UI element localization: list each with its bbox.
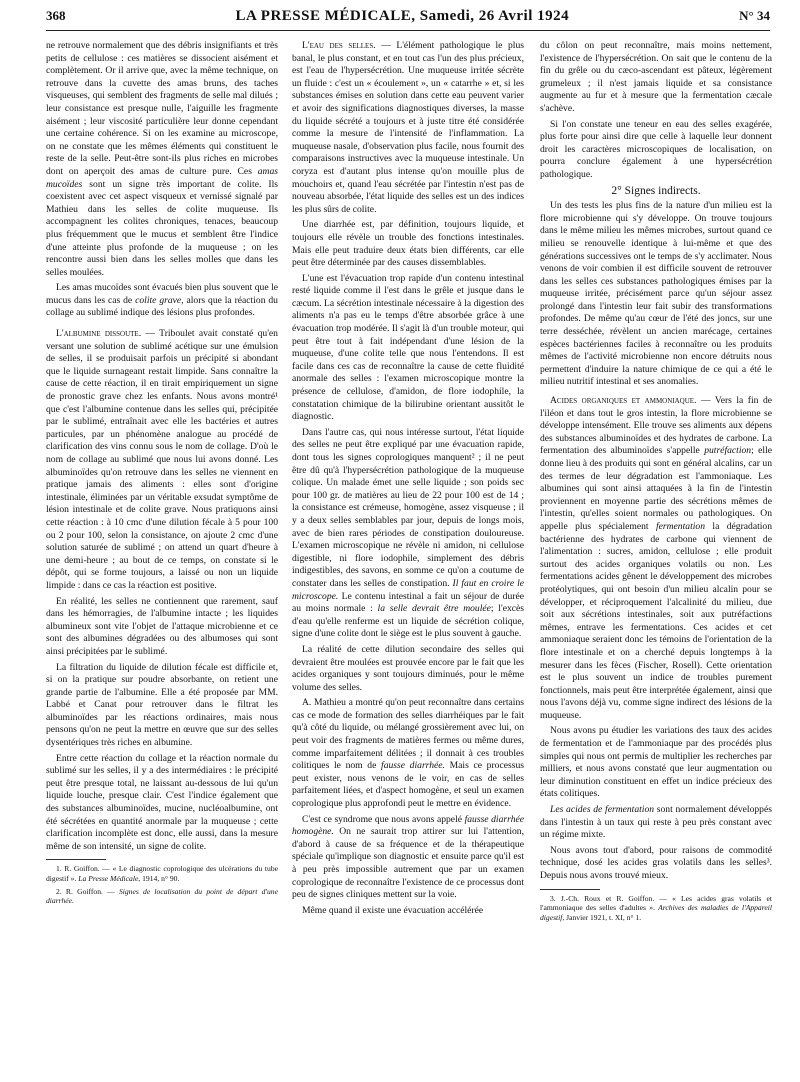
paragraph: Dans l'autre cas, qui nous intéresse surtout, l'état liquide des selles ne peut être expliqué par une évacuation rapide, dont tous les signes coprologiques manquent² ; il ne peut être dû qu'à l'hypersécrétion pathologique de la muqueuse colique. Un malade émet une selle liquide ; son poids sec pour 100 gr. de matières au lieu de 22 pour 100 est de 14 ; la consistance est crémeuse, homogène, assez visqueuse ; il y a deux selles semblables par jour, depuis de longs mois, avec de bien rares périodes de constipation douloureuse. L'examen microscopique ne révèle ni amidon, ni cellulose digestible, ni flore iodophile, simplement des débris indigestibles, des savons, en somme ce qu'on a coutume de constater dans les selles de constipation. Il faut en croire le microscope. Le contenu intestinal a fait un séjour de durée au moins normale : la selle devrait être moulée; l'excès d'eau qu'elle renferme est un liquide de sécrétion colique, signe d'une colite dont le siège est le plus souvent à gauche. bbox=[292, 426, 524, 640]
paragraph: Nous avons pu étudier les variations des taux des acides de fermentation et de l'ammoniaque par des procédés plus simples qui nous ont permis de multiplier les recherches par milliers, et nous avons constaté que leur augmentation ou leur diminution constituent en effet un indice précieux des états colitiques. bbox=[540, 725, 772, 800]
paragraph: A. Mathieu a montré qu'on peut reconnaître dans certains cas ce mode de formation des selles diarrhéiques par le fait qu'à côté du liquide, ou mélangé grossièrement avec lui, on peut voir des fragments de matières fermes ou même dures, comme imparfaitement délitées ; il donnait à ces troubles colitiques le nom de fausse diarrhée. Mais ce processus peut exister, nous venons de le voir, en cas de selles parfaitement liées, et d'aspect homogène, et seul un examen coprologique plus approfondi peut le mettre en évidence. bbox=[292, 697, 524, 810]
article-body bbox=[46, 40, 772, 1076]
section-heading: L'eau des selles. bbox=[302, 40, 376, 51]
paragraph: L'une est l'évacuation trop rapide d'un contenu intestinal resté liquide comme il l'est dans le grêle et jusque dans le cæcum. La sécrétion intestinale nécessaire à la digestion des aliments n'a pas eu le temps d'être absorbée grâce à une évacuation trop modérée. Il s'agit là d'un trouble moteur, qui peut être tout à fait indépendant d'une lésion de la muqueuse, d'une colite telle que nous l'entendons. Il est facile dans ces cas de reconnaître la cause de cette fluidité anormale des selles : l'examen microscopique montre la présence de cellulose, d'amidon, de flore iodophile, la constatation chimique de la bilirubine orientant aussitôt le diagnostic. bbox=[292, 272, 524, 423]
page-header bbox=[46, 8, 770, 31]
paragraph: L'eau des selles. — L'élément pathologique le plus banal, le plus constant, et en tout cas l'un des plus précieux, est l'eau de l'hypersécrétion. Une muqueuse irritée sécrète un fluide : c'est un « écoulement », un « catarrhe » et, si les substances émises en solution dans cette eau peuvent varier et avoir des significations diagnostiques diverses, la masse du liquide sécrété a toujours et à juste titre été considérée comme la mesure de l'intensité de l'inflammation. La muqueuse nasale, d'observation plus facile, nous fournit des comparaisons instructives avec la muqueuse intestinale. Un coryza est d'autant plus intense qu'on mouille plus de mouchoirs et, quand l'eau sécrétée par l'intestin n'est pas de nouveau absorbée, l'état liquide des selles est un des indices les plus sûrs de colite. bbox=[292, 40, 524, 215]
paragraph: Une diarrhée est, par définition, toujours liquide, et toujours elle révèle un trouble des fonctions intestinales. Mais elle peut traduire deux états bien différents, car elle peut être déterminée par des causes dissemblables. bbox=[292, 219, 524, 269]
section-heading: Acides organiques et ammoniaque. bbox=[550, 395, 697, 407]
paragraph: L'albumine dissoute. — Triboulet avait constaté qu'en versant une solution de sublimé acétique sur une émulsion de selles, il se produisait parfois un précipité si abondant que le liquide surnageant restait limpide. Sans connaître la cause de cette réaction, il en tirait empiriquement un signe de pronostic grave chez les enfants. Nous avons montré¹ que c'est l'albumine contenue dans les selles qui, précipitée par le sublimé, entraînait avec elle les bactéries et autres particules, par un phénomène analogue au procédé de clarification des vins connu sous le nom de collage. D'où le nom de collage au sublimé que nous lui avons donné. Les albuminoïdes qu'on retrouve dans les selles ne viennent en pratique jamais des aliments : elles sont d'origine intestinale, éliminées par un véritable exsudat symptôme de lésion intestinale et de colite grave. Nous pratiquons ainsi cette réaction : à 10 cmc d'une dilution fécale à 5 pour 100 ou 2 pour 100, selon la consistance, on ajoute 2 cmc d'une solution saturée de sublimé ; on attend un quart d'heure à une demi-heure ; au bout de ce temps, on constate si le dépôt, qui se forme toujours, a laissé ou non un liquide limpide : dans ce cas la réaction est positive. bbox=[46, 328, 278, 591]
paragraph: Entre cette réaction du collage et la réaction normale du sublimé sur les selles, il y a des intermédiaires : le précipité peut être presque total, ne laissant au-dessous de lui qu'un liquide louche, presque clair. C'est l'indice également que des substances albuminoïdes, mucine, nucléoalbumine, ont été sécrétées en quantité anormale par la muqueuse ; cette clarification incomplète est donc, elle aussi, dans la mesure même de son intensité, un signe de colite. bbox=[46, 752, 278, 852]
column-3 bbox=[540, 40, 772, 1076]
paragraph: Les acides de fermentation sont normalement développés dans l'intestin à un taux qui reste à peu près constant avec un régime mixte. bbox=[540, 804, 772, 841]
paragraph: Même quand il existe une évacuation accélérée bbox=[302, 904, 484, 916]
footnote: 2. R. Goiffon. — Signes de localisation du point de départ d'une diarrhée. bbox=[46, 886, 278, 906]
journal-title bbox=[236, 8, 570, 25]
section-heading: L'albumine dissoute. bbox=[56, 328, 142, 340]
paragraph: Acides organiques et ammoniaque. — Vers la fin de l'iléon et dans tout le gros intestin, la flore microbienne se développe intensément. Elle trouve ses aliments aux dépens des substances albuminoïdes et des hydrates de carbone. La fermentation des albuminoïdes s'appelle putréfaction; elle donne lieu à des produits qui sont en général alcalins, car un des termes de leur dégradation est l'ammoniaque. Les albumines qui sont ainsi attaquées à la fin de l'intestin proviennent en moyenne partie des sécrétions mêmes de l'intestin, qu'elles soient normales ou pathologiques. On appelle plus spécialement fermentation la dégradation bactérienne des hydrates de carbone qui viennent de l'alimentation : sucres, amidon, cellulose ; elle produit surtout des acides organiques volatils ou non. Les fermentations acides gênent le développement des microbes protéolytiques, qui ont besoin d'un milieu alcalin pour se développer, et réciproquement l'alcalinité du milieu, due soit aux sécrétions intestinales, soit aux putréfactions mêmes, entrave les fermentations. Ces acides et cet ammoniaque seraient donc les témoins de l'orientation de la flore intestinale et on a cherché depuis longtemps à la mesurer dans les fèces (Fischer, Rosell). Cette orientation est le plus souvent un indice de troubles purement fonctionnels, mais peut être interprétée également, ainsi que nous l'avons déjà vu, comme signe indirect des lésions de la muqueuse. bbox=[540, 395, 772, 721]
column-2 bbox=[292, 40, 524, 1076]
issue-number: N° 34 bbox=[739, 8, 770, 23]
paragraph: La filtration du liquide de dilution fécale est difficile et, si on la pratique sur poudre absorbante, on retient une grande partie de l'albumine. Elle a été proposée par MM. Labbé et Canat pour retrouver dans le filtrat les albuminoïdes par les réactions ordinaires, mais nous pensons qu'on ne peut la mettre en œuvre que sur des selles dysentériques très riches en albumine. bbox=[46, 661, 278, 749]
section-subheading: 2° Signes indirects. bbox=[611, 184, 701, 197]
paragraph: Nous avons tout d'abord, pour raisons de commodité technique, dosé les acides gras volatils dans les selles³. Depuis nous avons trouvé mieux. bbox=[540, 844, 772, 881]
journal-name: LA PRESSE MÉDICALE, bbox=[235, 8, 416, 24]
paragraph: En réalité, les selles ne contiennent que rarement, sauf dans les hémorragies, de l'albumine intacte ; les liquides albumineux sont vite l'objet de l'attaque microbienne et ce sont des albumines dégradées ou des albumoses qui sont ainsi précipitées par le sublimé. bbox=[46, 595, 278, 657]
footnote-divider bbox=[46, 859, 106, 860]
issue-date: Samedi, 26 Avril 1924 bbox=[419, 8, 570, 24]
footnote: 1. R. Goiffon. — « Le diagnostic coprologique des ulcérations du tube digestif ». La Presse Médicale, 1914, n° 90. bbox=[46, 864, 278, 883]
footnote: 3. J.-Ch. Roux et R. Goiffon. — « Les acides gras volatils et l'ammoniaque des selles d'adultes ». Archives des maladies de l'Appareil digestif, Janvier 1921, t. XI, n° 1. bbox=[540, 893, 772, 922]
paragraph: ne retrouve normalement que des débris insignifiants et très petits de cellulose : ces matières se dissocient aisément et complètement. Or il arrive que, avec la même technique, on retrouve dans la cuvette des amas bruns, des taches visqueuses, qui semblent des fragments de selle mal dilués ; leur consistance est presque nulle, l'aiguille les fragmente aisément ; leur viscosité particulière leur donne cependant une certaine cohérence. Si on les examine au microscope, on ne constate que les mêmes éléments qui constituent le reste de la selle. Peut-être sont-ils plus riches en microbes dont on aperçoit des amas de culture pure. Ces amas mucoïdes sont un signe très important de colite. Ils coexistent avec cet aspect visqueux et vernissé signalé par Mathieu dans les selles de colite muqueuse. Ils accompagnent les colites chroniques, tenaces, beaucoup plus fréquemment que le mucus et semblent être l'indice d'une atteinte plus profonde de la muqueuse ; on les rencontre aussi bien dans les selles molles que dans les selles moulées. bbox=[46, 40, 278, 278]
page-number: 368 bbox=[46, 8, 66, 23]
paragraph: C'est ce syndrome que nous avons appelé fausse diarrhée homogène. On ne saurait trop attirer sur lui l'attention, d'abord à cause de sa fréquence et de la thérapeutique spéciale qu'implique son diagnostic et ensuite parce qu'il est à peu près impossible autrement que par un examen coprologique de reconnaître l'existence de ce processus dont peu de signes cliniques mettent sur la voie. bbox=[292, 813, 524, 901]
footnote-divider bbox=[540, 889, 600, 890]
paragraph: Les amas mucoïdes sont évacués bien plus souvent que le mucus dans les cas de colite grave, alors que la réaction du collage au sublimé indique des lésions plus profondes. bbox=[46, 282, 278, 319]
paragraph: Un des tests les plus fins de la nature d'un milieu est la flore microbienne qui s'y développe. On trouve toujours dans le même milieu les mêmes microbes, surtout quand ce milieu se renouvelle identique à lui-même et que des générations successives ont le temps de s'y acclimater. Nous venons de voir combien il est difficile souvent de retrouver dans les selles ces substances pathologiques émises par la muqueuse irritée, précisément parce qu'un séjour assez prolongé dans l'intestin leur fait subir des transformations profondes. De même qu'au cœur de l'été des joncs, sur une terre desséchée, révèlent un ancien marécage, certaines espèces bactériennes faciles à reconnaître ou les produits mêmes de l'activité microbienne non encore détruits nous permettent d'induire la nature chimique de ce qui a été le milieu nutritif intestinal et ses anomalies. bbox=[540, 200, 772, 388]
paragraph: Si l'on constate une teneur en eau des selles exagérée, plus forte pour ainsi dire que celle à laquelle leur donnent droit les caractères microscopiques de localisation, on pourra conclure également à une hypersécrétion pathologique. bbox=[540, 118, 772, 180]
column-1 bbox=[46, 40, 278, 1076]
paragraph: La réalité de cette dilution secondaire des selles qui devraient être moulées est prouvée encore par le fait que les acides organiques y sont toujours diminués, pour le même volume des selles. bbox=[292, 643, 524, 693]
paragraph: du côlon on peut reconnaître, mais moins nettement, l'existence de l'hypersécrétion. On sait que le contenu de la fin du grêle ou du cæco-ascendant est pâteux, légèrement grumeleux ; il n'est jamais liquide et sa consistance augmente au fur et à mesure que la fermentation cæcale s'achève. bbox=[540, 40, 772, 114]
